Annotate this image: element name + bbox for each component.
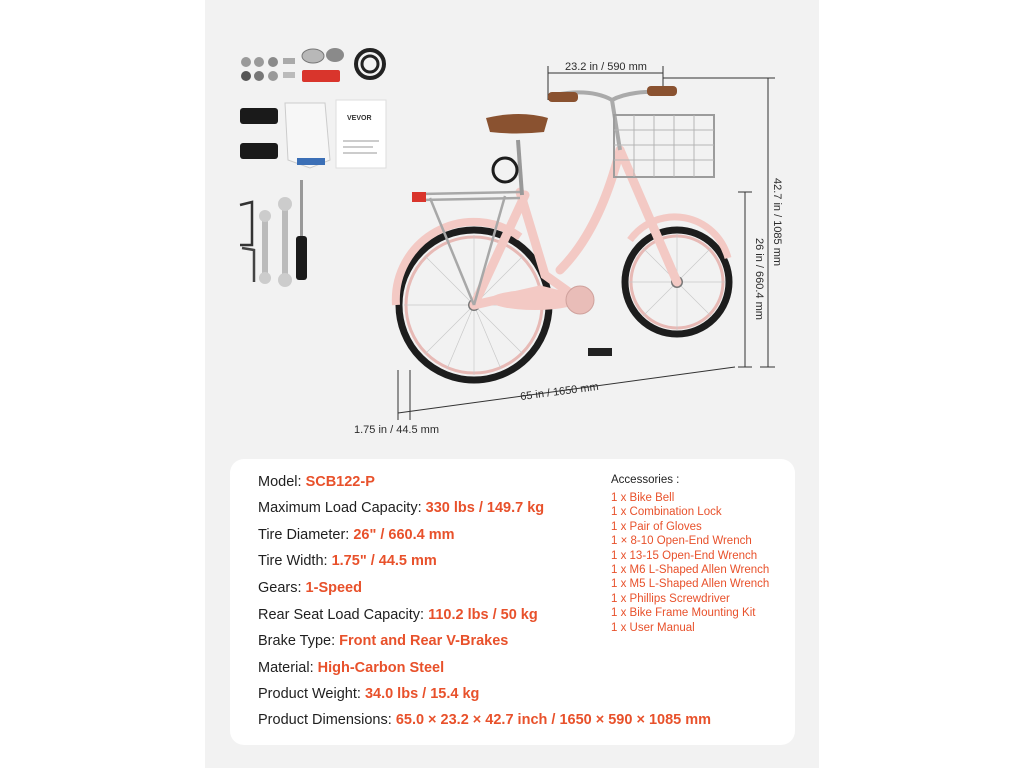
spec-max-load: Maximum Load Capacity: 330 lbs / 149.7 kg xyxy=(258,500,545,516)
accessory-item: 1 x User Manual xyxy=(611,621,695,634)
hardware-kit-icon xyxy=(241,57,295,81)
allen-wrenches-icon xyxy=(240,202,254,282)
accessory-item: 1 x Pair of Gloves xyxy=(611,520,702,533)
spec-product-dimensions: Product Dimensions: 65.0 × 23.2 × 42.7 inch / 1650 × 590 × 1085 mm xyxy=(258,712,712,728)
height-dimension-label: 42.7 in / 1085 mm xyxy=(771,178,783,267)
length-dimension-label: 65 in / 1650 mm xyxy=(519,380,600,404)
spec-material: Material: High-Carbon Steel xyxy=(258,660,445,676)
spec-tire-width: Tire Width: 1.75" / 44.5 mm xyxy=(258,553,437,569)
accessory-item: 1 x M5 L-Shaped Allen Wrench xyxy=(611,578,770,591)
spec-tire-diameter: Tire Diameter: 26" / 660.4 mm xyxy=(258,527,455,543)
spec-product-weight: Product Weight: 34.0 lbs / 15.4 kg xyxy=(258,686,480,702)
manual-brand: VEVOR xyxy=(347,115,372,122)
bike-bell-icon xyxy=(302,48,344,63)
accessory-item: 1 × 8-10 Open-End Wrench xyxy=(611,535,752,548)
accessory-item: 1 x Combination Lock xyxy=(611,506,722,519)
reflector-icon xyxy=(302,70,340,82)
spec-brake-type: Brake Type: Front and Rear V-Brakes xyxy=(258,633,509,649)
bicycle xyxy=(396,86,729,380)
accessory-item: 1 x Phillips Screwdriver xyxy=(611,592,730,605)
spec-model: Model: SCB122-P xyxy=(258,474,375,490)
user-manual-icon xyxy=(336,100,386,168)
tire-width-dimension-label: 1.75 in / 44.5 mm xyxy=(354,424,439,436)
screwdriver-icon xyxy=(296,180,307,280)
open-end-wrenches-icon xyxy=(259,197,292,287)
combination-lock-icon xyxy=(356,50,384,78)
pedals-icon xyxy=(240,108,278,159)
accessory-item: 1 x M6 L-Shaped Allen Wrench xyxy=(611,563,770,576)
spec-rear-seat-load: Rear Seat Load Capacity: 110.2 lbs / 50 kg xyxy=(258,607,538,623)
accessory-item: 1 x Bike Bell xyxy=(611,492,675,504)
gloves-icon xyxy=(285,103,330,168)
width-dimension-label: 23.2 in / 590 mm xyxy=(565,61,647,73)
accessories-list xyxy=(611,491,769,635)
accessory-item: 1 x 13-15 Open-End Wrench xyxy=(611,549,758,562)
accessory-item: 1 x Bike Frame Mounting Kit xyxy=(611,607,756,620)
spec-gears: Gears: 1-Speed xyxy=(258,580,362,596)
accessories-title: Accessories : xyxy=(611,474,680,486)
wheel-dimension-label: 26 in / 660.4 mm xyxy=(753,238,765,320)
